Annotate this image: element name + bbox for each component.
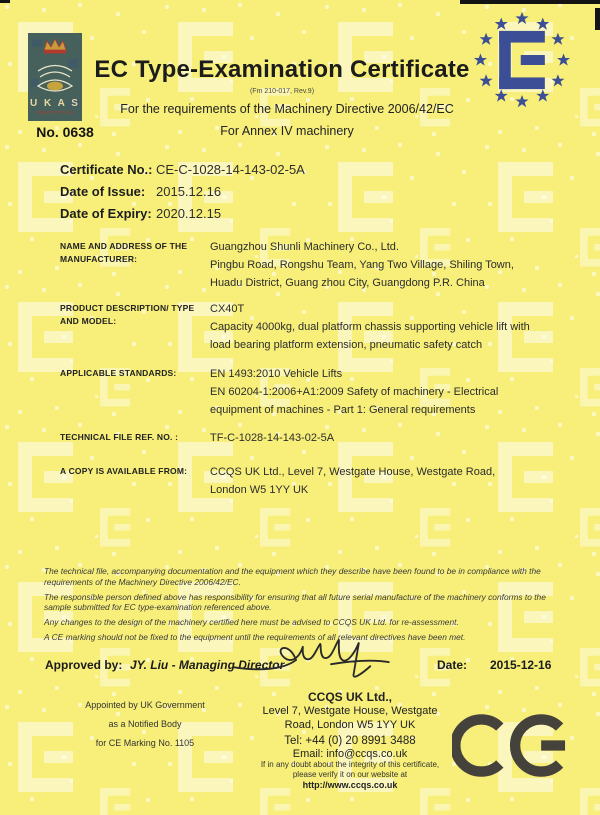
annex-subtitle: For Annex IV machinery [220, 124, 354, 138]
certificate-number-label: Certificate No.: [60, 161, 153, 177]
company-address-line: Level 7, Westgate House, Westgate [262, 705, 438, 717]
date-label: Date: [437, 658, 468, 672]
standard-line: equipment of machines - Part 1: General requirements [210, 404, 476, 416]
applicable-standards-section [60, 365, 560, 419]
manufacturer-line: Pingbu Road, Rongshu Team, Yang Two Village, Shiling Town, [210, 259, 514, 271]
standard-line: EN 60204-1:2006+A1:2009 Safety of machinery - Electrical [210, 386, 499, 398]
notified-body-block [40, 700, 250, 757]
ukas-acronym: U K A S [30, 98, 80, 109]
notified-body-number: No. 0638 [36, 124, 94, 140]
manufacturer-section [60, 238, 560, 292]
standard-line: EN 1493:2010 Vehicle Lifts [210, 368, 343, 380]
manufacturer-line: Guangzhou Shunli Machinery Co., Ltd. [210, 241, 399, 253]
copy-available-line: CCQS UK Ltd., Level 7, Westgate House, Westgate Road, [210, 466, 496, 478]
company-phone: Tel: +44 (0) 20 8991 3488 [284, 735, 416, 747]
company-website: http://www.ccqs.co.uk [302, 780, 398, 790]
applicable-standards-value [210, 365, 498, 419]
manufacturer-value [210, 238, 514, 292]
date-of-issue-row [60, 180, 480, 202]
product-description-section [60, 300, 560, 354]
product-line: Capacity 4000kg, dual platform chassis supporting vehicle lift with [210, 321, 530, 333]
copy-available-label: A COPY IS AVAILABLE FROM: [60, 466, 188, 476]
certificate-number-value: CE-C-1028-14-143-02-5A [156, 161, 305, 177]
copy-available-value [210, 463, 495, 499]
notified-body-line: as a Notified Body [108, 719, 182, 729]
directive-subtitle: For the requirements of the Machinery Directive 2006/42/EC [120, 102, 454, 116]
approval-date-value: 2015-12-16 [490, 658, 552, 672]
copy-available-line: London W5 1YY UK [210, 484, 309, 496]
company-name: CCQS UK Ltd., [308, 690, 392, 704]
product-line: load bearing platform extension, pneumatic safety catch [210, 339, 483, 351]
scan-artifact [0, 0, 10, 3]
manufacturer-line: Huadu District, Guang zhou City, Guangdong P.R. China [210, 277, 485, 289]
scan-artifact [460, 0, 600, 4]
approval-row [45, 650, 560, 690]
verification-note-line: please verify it on our website at [292, 769, 408, 779]
approved-by-label: Approved by: [45, 658, 123, 672]
date-of-expiry-row [60, 202, 480, 224]
product-line: CX40T [210, 303, 245, 315]
legal-paragraph: Any changes to the design of the machinery certified here must be advised to CCQS UK Ltd. for re-assessment. [44, 617, 459, 627]
date-of-issue-label: Date of Issue: [60, 183, 146, 199]
product-description-value [210, 300, 530, 354]
company-contact-block [240, 690, 460, 790]
technical-file-value [210, 429, 334, 447]
page-title: EC Type-Examination Certificate [94, 56, 470, 83]
date-of-expiry-label: Date of Expiry: [60, 205, 152, 221]
technical-file-section [60, 429, 560, 447]
notified-body-line: for CE Marking No. 1105 [95, 738, 195, 748]
signature-scribble [230, 632, 395, 684]
ukas-subtitle: INSPECTION [35, 110, 75, 115]
manufacturer-label: NAME AND ADDRESS OF THE MANUFACTURER: [60, 241, 188, 264]
approver-name: JY. Liu - Managing Director [130, 658, 285, 672]
product-description-label: PRODUCT DESCRIPTION/ TYPE AND MODEL: [60, 303, 195, 326]
date-of-issue-value: 2015.12.16 [156, 183, 222, 199]
scan-artifact [595, 8, 600, 30]
ce-mark-icon [452, 698, 577, 793]
applicable-standards-label: APPLICABLE STANDARDS: [60, 368, 177, 378]
legal-paragraph: The responsible person defined above has responsibility for ensuring that all future serial manufacture of the machinery conforms to the sample submitted for EC type-examination referenced above. [44, 591, 546, 612]
technical-file-line: TF-C-1028-14-143-02-5A [210, 432, 335, 444]
certificate-number-row [60, 158, 480, 180]
certificate-summary [60, 158, 480, 224]
copy-available-section [60, 463, 560, 499]
company-address-line: Road, London W5 1YY UK [284, 719, 416, 731]
form-reference: (Fm 210-017, Rev.9) [249, 88, 315, 95]
legal-paragraph: A CE marking should not be fixed to the equipment until the requirements of all relevant directives have been met. [44, 632, 466, 642]
company-email: Email: info@ccqs.co.uk [292, 748, 408, 760]
notified-body-line: Appointed by UK Government [85, 700, 205, 710]
date-of-expiry-value: 2020.12.15 [156, 205, 222, 221]
technical-file-label: TECHNICAL FILE REF. NO. : [60, 432, 179, 442]
verification-note-line: If in any doubt about the integrity of this certificate, [260, 760, 440, 769]
legal-paragraph: The technical file, accompanying documentation and the equipment which they describe have been found to be in compliance with the requirements of the Machinery Directive 2006/42/EC. [44, 566, 541, 587]
